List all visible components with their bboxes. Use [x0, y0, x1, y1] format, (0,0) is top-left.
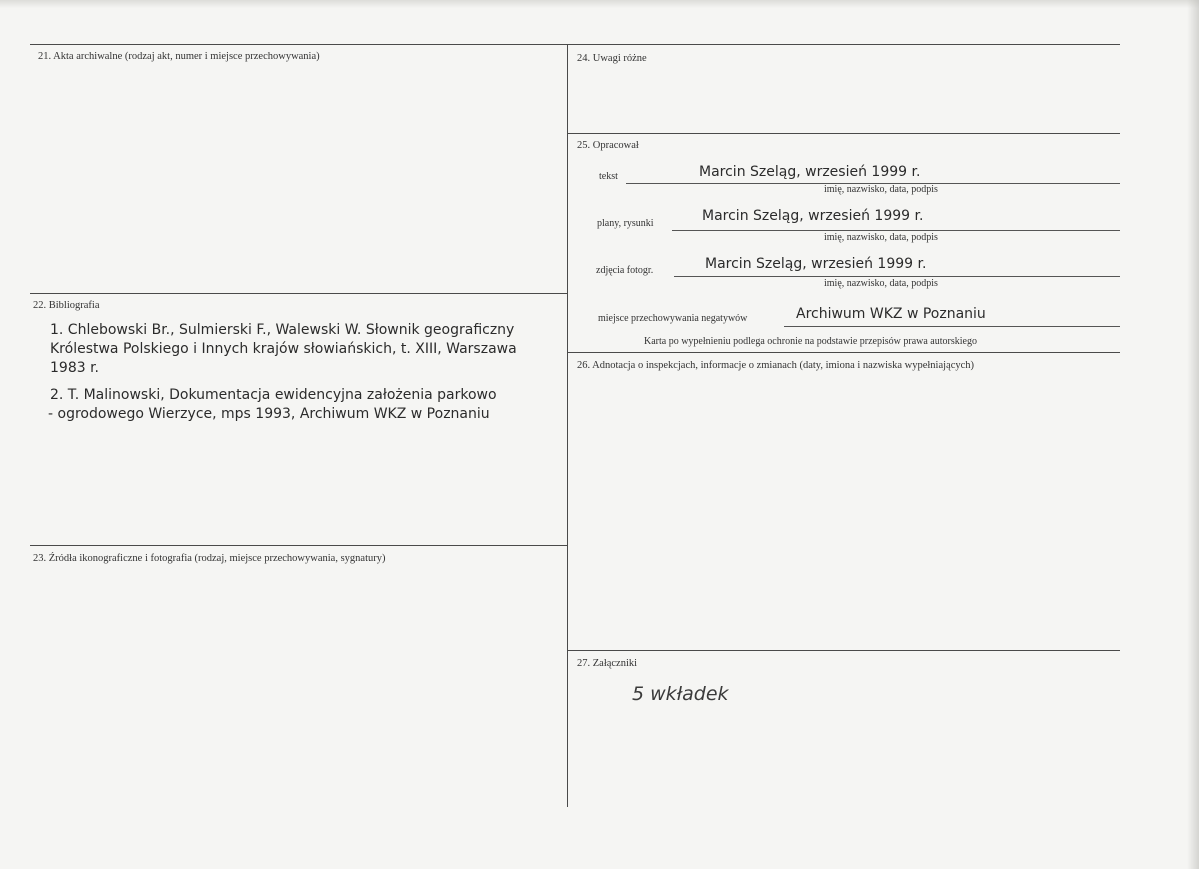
negatives-value: Archiwum WKZ w Poznaniu — [796, 306, 986, 322]
negatives-underline — [784, 326, 1120, 327]
scan-edge-top — [0, 0, 1199, 8]
author-photos-value: Marcin Szeląg, wrzesień 1999 r. — [705, 256, 927, 272]
author-photos-caption: imię, nazwisko, data, podpis — [824, 278, 938, 289]
center-divider — [567, 44, 568, 807]
section-23-label: 23. Źródła ikonograficzne i fotografia (rodzaj, miejsce przechowywania, sygnatury) — [33, 553, 386, 564]
bibliography-entry-2-line-2: - ogrodowego Wierzyce, mps 1993, Archiwum WKZ w Poznaniu — [48, 406, 490, 422]
section-22-label: 22. Bibliografia — [33, 300, 100, 311]
author-text-value: Marcin Szeląg, wrzesień 1999 r. — [699, 164, 921, 180]
author-text-label: tekst — [599, 171, 618, 182]
top-border-right — [568, 44, 1120, 45]
section-25-label: 25. Opracował — [577, 140, 639, 151]
author-photos-underline — [674, 276, 1120, 277]
section-21-label: 21. Akta archiwalne (rodzaj akt, numer i miejsce przechowywania) — [38, 51, 320, 62]
author-plans-caption: imię, nazwisko, data, podpis — [824, 232, 938, 243]
divider-24-25 — [568, 133, 1120, 134]
top-border-left — [30, 44, 569, 45]
copyright-note: Karta po wypełnieniu podlega ochronie na podstawie przepisów prawa autorskiego — [644, 336, 977, 347]
bibliography-entry-1-line-3: 1983 r. — [50, 360, 99, 376]
section-24-label: 24. Uwagi różne — [577, 53, 647, 64]
divider-21-22 — [30, 293, 568, 294]
divider-25-26 — [568, 352, 1120, 353]
attachments-handwritten-text: 5 wkładek — [632, 683, 729, 705]
bibliography-entry-2 — [48, 386, 497, 424]
bibliography-entry-2-line-1: 2. T. Malinowski, Dokumentacja ewidencyjna założenia parkowo — [50, 387, 497, 403]
author-photos-label: zdjęcia fotogr. — [596, 265, 654, 276]
section-27-label: 27. Załączniki — [577, 658, 638, 669]
author-plans-underline — [672, 230, 1120, 231]
bibliography-entry-1-line-2: Królestwa Polskiego i Innych krajów słowiańskich, t. XIII, Warszawa — [50, 341, 517, 357]
divider-26-27 — [568, 650, 1120, 651]
attachments-handwritten — [632, 676, 742, 708]
section-26-label: 26. Adnotacja o inspekcjach, informacje o zmianach (daty, imiona i nazwiska wypełniających) — [577, 360, 975, 371]
author-plans-label: plany, rysunki — [597, 218, 654, 229]
author-plans-value: Marcin Szeląg, wrzesień 1999 r. — [702, 208, 924, 224]
negatives-label: miejsce przechowywania negatywów — [598, 313, 748, 324]
bibliography-entry-1-line-1: 1. Chlebowski Br., Sulmierski F., Walewski W. Słownik geograficzny — [50, 322, 515, 338]
scan-edge-right — [1187, 0, 1199, 869]
bibliography-entry-1 — [50, 321, 517, 378]
divider-22-23 — [30, 545, 568, 546]
author-text-caption: imię, nazwisko, data, podpis — [824, 184, 938, 195]
